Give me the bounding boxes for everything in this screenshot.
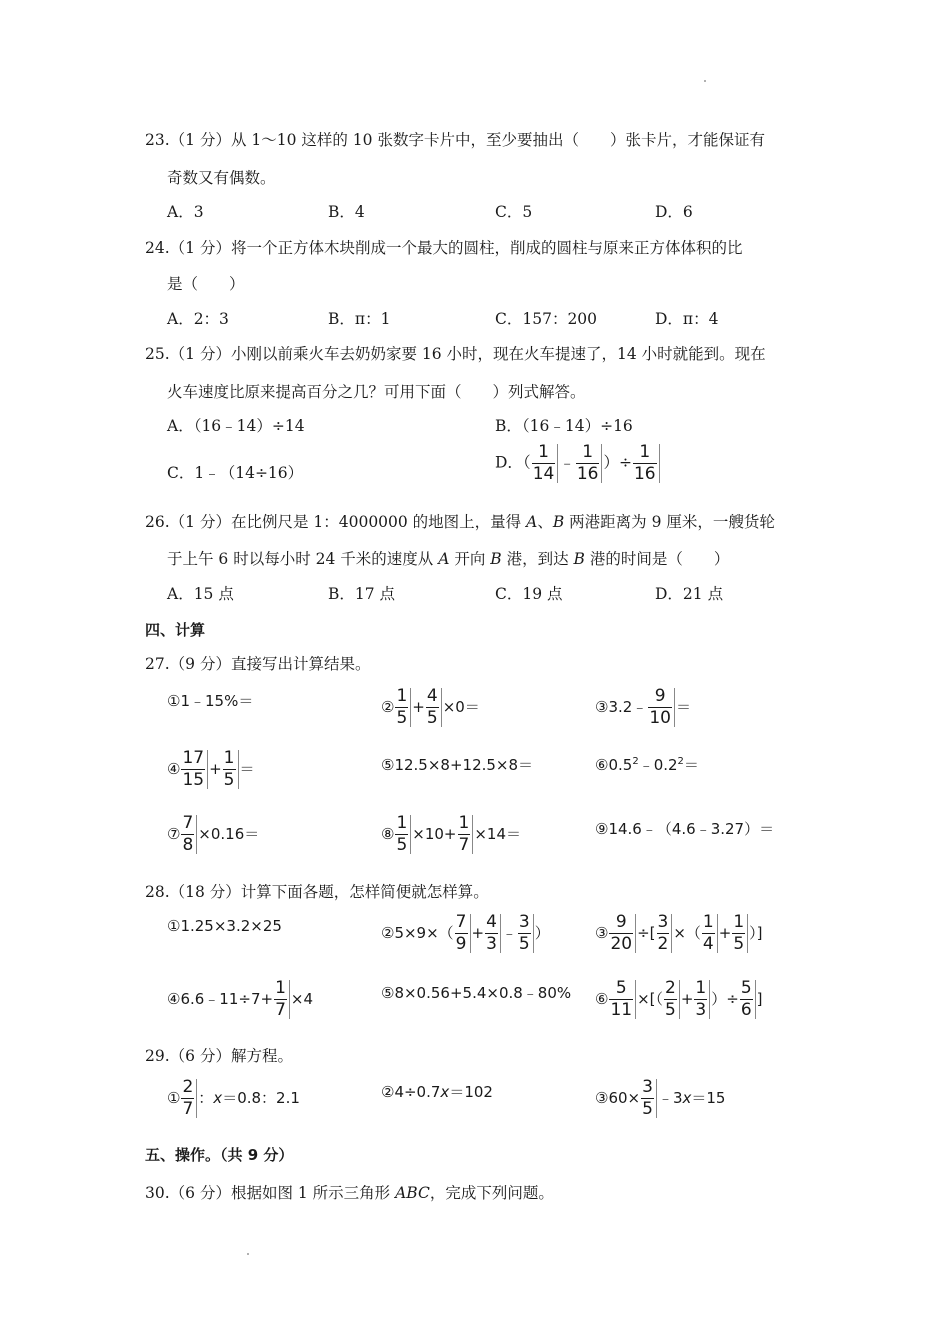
q26-option-a: A．15 点 [167, 585, 234, 603]
q27-item-1: ①1﹣15%＝ [167, 692, 254, 710]
q24-line1: 24.（1 分）将一个正方体木块削成一个最大的圆柱，削成的圆柱与原来正方体体积的比 [145, 239, 743, 257]
q27-item-8: ⑧ $\frac{1}{5}$ ×10+ $\frac{1}{7}$ ×14＝ [381, 813, 521, 855]
q24-option-c: C．157：200 [495, 310, 598, 328]
q23-line1: 23.（1 分）从 1～10 这样的 10 张数字卡片中，至少要抽出（ ）张卡片，才能保证有 [145, 131, 765, 149]
q28-item-1: ①1.25×3.2×25 [167, 917, 282, 935]
q28-item-4: ④6.6﹣11÷7+ $\frac{1}{7}$ ×4 [167, 978, 314, 1020]
q29-item-1: ① $\frac{2}{7}$ ：x＝0.8：2.1 [167, 1077, 300, 1119]
q28-item-3: ③ $\frac{9}{20}$ ÷[ $\frac{3}{2}$ ×（ $\frac{1}{4}$ + $\frac{1}{5}$ ）] [595, 912, 763, 954]
q27-item-9: ⑨14.6﹣（4.6﹣3.27）＝ [595, 820, 775, 838]
q29-item-3: ③60× $\frac{3}{5}$ ﹣3x＝15 [595, 1077, 726, 1119]
q27-item-3: ③3.2﹣ $\frac{9}{10}$ ＝ [595, 686, 691, 728]
section-5-heading: 五、操作。（共 9 分） [145, 1146, 294, 1164]
q30-text: 30.（6 分）根据如图 1 所示三角形 ABC，完成下列问题。 [145, 1184, 554, 1202]
q29-title: 29.（6 分）解方程。 [145, 1047, 293, 1065]
q23-option-c: C．5 [495, 203, 533, 221]
q25-d-minus: ﹣ [559, 453, 575, 472]
q25-option-b: B．（16﹣14）÷16 [495, 417, 633, 435]
q24-option-d: D．π：4 [655, 310, 719, 328]
q25-line2: 火车速度比原来提高百分之几？可用下面（ ）列式解答。 [167, 383, 586, 401]
q27-item-5: ⑤12.5×8+12.5×8＝ [381, 756, 534, 774]
q26-line2: 于上午 6 时以每小时 24 千米的速度从 A 开向 B 港，到达 B 港的时间是（ ） [167, 550, 730, 568]
q25-line1: 25.（1 分）小刚以前乘火车去奶奶家要 16 小时，现在火车提速了，14 小时就能到。现在 [145, 345, 766, 363]
q28-item-6: ⑥ $\frac{5}{11}$ ×[（ $\frac{2}{5}$ + $\frac{1}{3}$ ）÷ $\frac{5}{6}$ ] [595, 978, 763, 1020]
q23-option-b: B．4 [328, 203, 365, 221]
q25-option-c: C．1﹣（14÷16） [167, 464, 304, 482]
q26-option-b: B．17 点 [328, 585, 396, 603]
q29-item-2: ②4÷0.7x＝102 [381, 1083, 493, 1101]
fraction: $\frac{1}{16}$ [633, 444, 660, 483]
q25-d-prefix: D．（ [495, 453, 531, 472]
scan-dot [704, 80, 706, 82]
q25-d-divide: ）÷ [603, 453, 632, 472]
q28-item-5: ⑤8×0.56+5.4×0.8﹣80% [381, 984, 572, 1002]
q25-option-d [495, 444, 661, 483]
q24-option-a: A．2：3 [167, 310, 229, 328]
q26-line1: 26.（1 分）在比例尺是 1：4000000 的地图上，量得 A、B 两港距离为 9 厘米，一艘货轮 [145, 513, 775, 531]
q23-line2: 奇数又有偶数。 [167, 169, 276, 187]
scan-dot [247, 1253, 249, 1255]
q27-item-2: ② $\frac{1}{5}$ + $\frac{4}{5}$ ×0＝ [381, 686, 480, 728]
q28-title: 28.（18 分）计算下面各题，怎样简便就怎样算。 [145, 883, 489, 901]
q26-option-d: D．21 点 [655, 585, 724, 603]
q27-item-6: $⑥0.5^2﹣0.2^2=$ [595, 756, 699, 774]
q24-line2: 是（ ） [167, 275, 245, 293]
section-4-heading: 四、计算 [145, 621, 206, 639]
q23-option-d: D．6 [655, 203, 693, 221]
q23-option-a: A．3 [167, 203, 204, 221]
fraction: $\frac{1}{14}$ [532, 444, 559, 483]
q27-item-7: ⑦ $\frac{7}{8}$ ×0.16＝ [167, 813, 260, 855]
q25-option-a: A．（16﹣14）÷14 [167, 417, 305, 435]
q24-option-b: B．π：1 [328, 310, 391, 328]
q26-option-c: C．19 点 [495, 585, 563, 603]
fraction: $\frac{1}{16}$ [576, 444, 603, 483]
q28-item-2: ②5×9×（ $\frac{7}{9}$ + $\frac{4}{3}$ ﹣ $\frac{3}{5}$ ） [381, 912, 550, 954]
q27-title: 27.（9 分）直接写出计算结果。 [145, 655, 371, 673]
q27-item-4: ④ $\frac{17}{15}$ + $\frac{1}{5}$ ＝ [167, 748, 255, 790]
